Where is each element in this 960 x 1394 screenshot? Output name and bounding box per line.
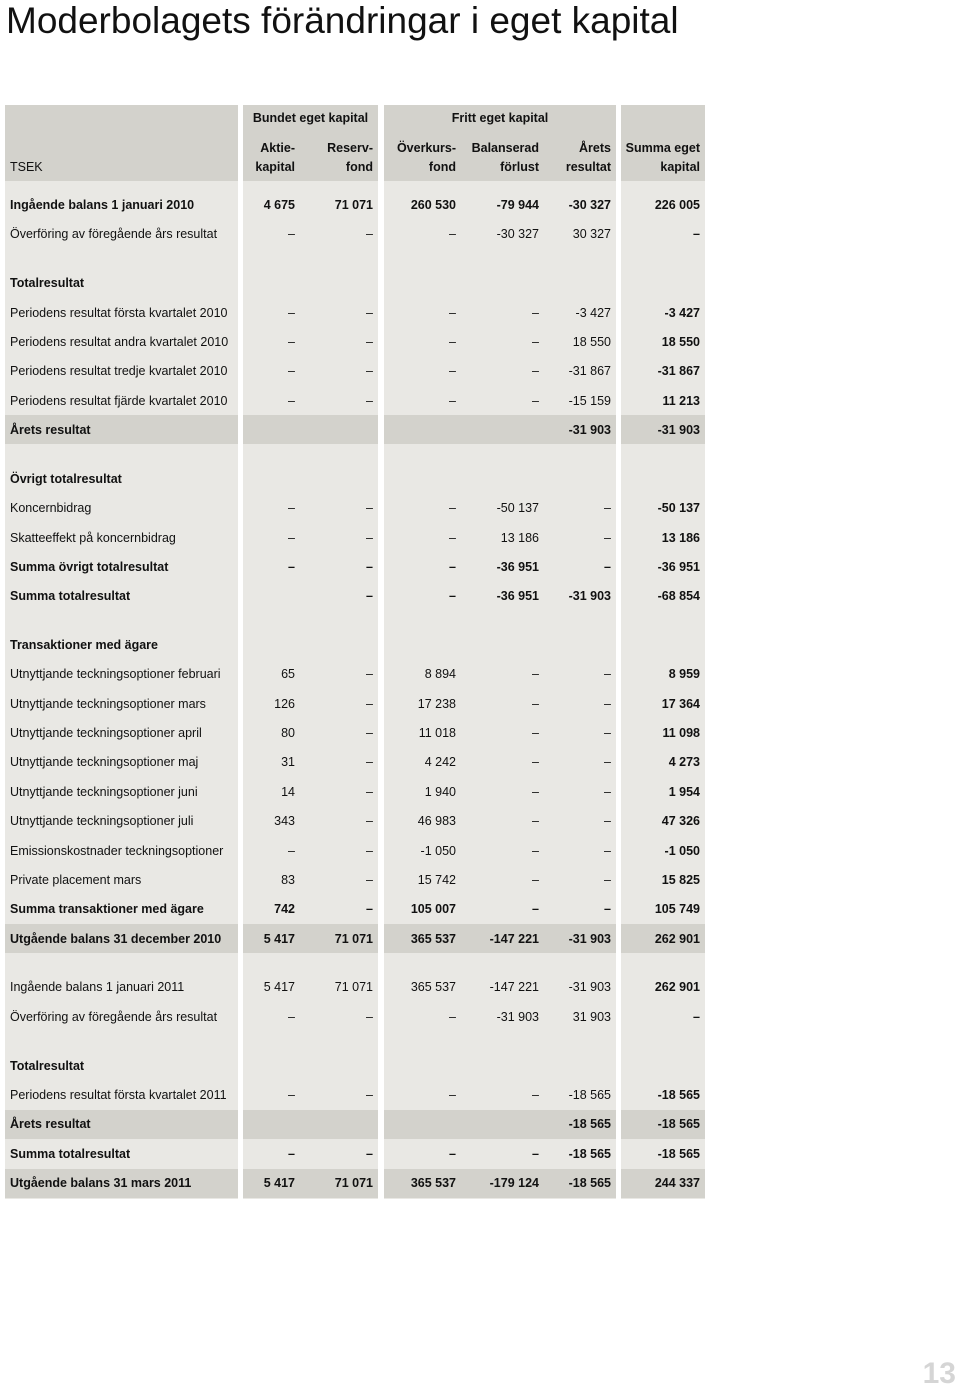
table-cell: 4 273 xyxy=(668,755,700,770)
bundet-column-bg xyxy=(243,105,378,1199)
table-cell: – xyxy=(366,843,373,858)
table-cell: – xyxy=(532,814,539,829)
table-cell: -18 565 xyxy=(568,1176,611,1190)
table-cell: – xyxy=(366,501,373,516)
table-cell: 8 894 xyxy=(424,667,456,682)
table-cell: -18 565 xyxy=(568,1087,611,1102)
row-label: Koncernbidrag xyxy=(10,501,92,516)
section-heading: Totalresultat xyxy=(10,276,85,291)
table-cell: – xyxy=(532,843,539,858)
table-cell: – xyxy=(288,843,295,858)
unit-label: TSEK xyxy=(10,160,43,174)
table-cell: – xyxy=(604,696,611,711)
row-label: Periodens resultat första kvartalet 2011 xyxy=(10,1087,227,1102)
table-cell: -1 050 xyxy=(420,843,456,858)
table-cell: – xyxy=(366,1087,373,1102)
table-cell: – xyxy=(604,501,611,516)
table-cell: -31 903 xyxy=(568,589,611,604)
row-highlight-band xyxy=(243,1110,378,1139)
table-cell: – xyxy=(366,1146,373,1161)
table-cell: – xyxy=(532,667,539,682)
table-cell: 47 326 xyxy=(661,814,700,829)
table-cell: -31 867 xyxy=(568,364,611,379)
row-label: Utnyttjande teckningsoptioner juni xyxy=(10,784,198,799)
table-cell: – xyxy=(532,1087,539,1102)
table-cell: 18 550 xyxy=(572,334,611,349)
table-cell: – xyxy=(366,667,373,682)
table-cell: – xyxy=(449,393,456,408)
table-cell: – xyxy=(288,227,295,242)
table-cell: – xyxy=(366,393,373,408)
table-cell: – xyxy=(693,1009,700,1024)
table-cell: 742 xyxy=(274,902,295,917)
table-cell: 5 417 xyxy=(263,980,295,995)
table-cell: 1 954 xyxy=(668,784,700,799)
table-cell: – xyxy=(604,843,611,858)
table-cell: – xyxy=(532,696,539,711)
table-cell: 80 xyxy=(281,726,295,741)
column-header-reservfond: Reserv- fond xyxy=(327,141,373,174)
row-label: Utgående balans 31 december 2010 xyxy=(10,931,222,946)
table-cell: – xyxy=(449,1009,456,1024)
table-cell: 15 825 xyxy=(661,872,700,887)
table-cell: – xyxy=(366,784,373,799)
table-cell: -30 327 xyxy=(496,227,539,242)
table-cell: -18 565 xyxy=(568,1117,611,1132)
row-label: Utnyttjande teckningsoptioner april xyxy=(10,726,202,741)
table-cell: 343 xyxy=(274,814,295,829)
row-label: Emissionskostnader teckningsoptioner xyxy=(10,843,224,858)
table-cell: -31 903 xyxy=(657,422,700,437)
table-cell: – xyxy=(288,334,295,349)
table-cell: -36 951 xyxy=(657,559,700,574)
section-heading: Totalresultat xyxy=(10,1058,85,1073)
column-header-overkursfond: Överkurs- fond xyxy=(396,141,456,174)
table-cell: 71 071 xyxy=(334,931,373,946)
table-cell: – xyxy=(604,872,611,887)
table-cell: -3 427 xyxy=(575,305,611,320)
table-cell: 262 901 xyxy=(654,980,700,995)
table-cell: – xyxy=(532,1146,539,1161)
table-cell: 83 xyxy=(281,872,295,887)
row-label: Summa övrigt totalresultat xyxy=(10,559,169,574)
row-label: Utnyttjande teckningsoptioner mars xyxy=(10,696,206,711)
table-cell: – xyxy=(288,305,295,320)
table-cell: 226 005 xyxy=(654,198,700,212)
row-label: Periodens resultat tredje kvartalet 2010 xyxy=(10,364,228,379)
table-cell: -50 137 xyxy=(657,501,700,516)
table-cell: 365 537 xyxy=(410,931,456,946)
table-cell: 13 186 xyxy=(500,530,539,545)
table-cell: – xyxy=(366,305,373,320)
table-cell: – xyxy=(604,726,611,741)
table-cell: – xyxy=(288,393,295,408)
table-cell: – xyxy=(366,589,373,604)
table-cell: – xyxy=(604,784,611,799)
table-cell: – xyxy=(532,305,539,320)
table-cell: – xyxy=(604,667,611,682)
table-cell: – xyxy=(532,393,539,408)
table-cell: -15 159 xyxy=(568,393,611,408)
row-label: Ingående balans 1 januari 2011 xyxy=(10,980,185,995)
table-cell: 105 007 xyxy=(410,902,456,917)
table-cell: 105 749 xyxy=(654,902,700,917)
table-cell: -79 944 xyxy=(496,198,539,212)
table-cell: -147 221 xyxy=(489,931,539,946)
table-cell: 4 242 xyxy=(424,755,456,770)
table-cell: -1 050 xyxy=(664,843,700,858)
table-cell: 365 537 xyxy=(410,1176,456,1190)
table-cell: – xyxy=(449,1087,456,1102)
table-cell: – xyxy=(366,872,373,887)
table-cell: – xyxy=(604,530,611,545)
row-label: Årets resultat xyxy=(10,422,91,437)
table-cell: 71 071 xyxy=(334,198,373,212)
table-cell: 262 901 xyxy=(654,931,700,946)
table-cell: 8 959 xyxy=(668,667,700,682)
table-cell: -18 565 xyxy=(568,1146,611,1161)
table-cell: – xyxy=(532,364,539,379)
row-label: Periodens resultat andra kvartalet 2010 xyxy=(10,334,229,349)
row-label: Utnyttjande teckningsoptioner juli xyxy=(10,814,194,829)
table-cell: 11 018 xyxy=(418,726,456,741)
table-cell: – xyxy=(366,1009,373,1024)
section-heading: Övrigt totalresultat xyxy=(10,471,122,486)
table-cell: 71 071 xyxy=(334,1176,373,1190)
table-cell: – xyxy=(366,364,373,379)
row-label: Utgående balans 31 mars 2011 xyxy=(10,1176,192,1190)
section-heading: Transaktioner med ägare xyxy=(10,638,158,653)
table-cell: – xyxy=(366,559,373,574)
table-cell: – xyxy=(532,872,539,887)
table-cell: 11 098 xyxy=(662,726,700,741)
table-cell: – xyxy=(366,696,373,711)
table-cell: -18 565 xyxy=(657,1087,700,1102)
row-label: Summa totalresultat xyxy=(10,1146,131,1161)
table-cell: -36 951 xyxy=(496,559,539,574)
table-cell: -30 327 xyxy=(568,198,611,212)
table-cell: – xyxy=(693,227,700,242)
group-header-bundet: Bundet eget kapital xyxy=(252,111,369,125)
table-cell: 18 550 xyxy=(661,334,700,349)
table-cell: – xyxy=(366,530,373,545)
table-cell: -50 137 xyxy=(496,501,539,516)
group-header-fritt: Fritt eget kapital xyxy=(451,111,549,125)
table-cell: 4 675 xyxy=(263,198,295,212)
column-header-arets-resultat: Årets resultat xyxy=(565,141,611,174)
row-label: Private placement mars xyxy=(10,872,142,887)
table-cell: – xyxy=(449,530,456,545)
table-cell: – xyxy=(366,726,373,741)
table-cell: 15 742 xyxy=(417,872,456,887)
table-cell: – xyxy=(532,334,539,349)
table-cell: – xyxy=(449,559,456,574)
table-cell: – xyxy=(288,1146,295,1161)
table-cell: – xyxy=(288,530,295,545)
row-label: Periodens resultat första kvartalet 2010 xyxy=(10,305,228,320)
table-cell: 5 417 xyxy=(263,931,295,946)
table-cell: – xyxy=(532,784,539,799)
row-label: Utnyttjande teckningsoptioner maj xyxy=(10,755,199,770)
column-header-summa-eget-kapital: Summa eget kapital xyxy=(625,141,700,174)
table-cell: – xyxy=(449,589,456,604)
fritt-column-bg xyxy=(384,105,616,1199)
table-cell: – xyxy=(604,902,611,917)
table-cell: -68 854 xyxy=(657,589,700,604)
row-label: Utnyttjande teckningsoptioner februari xyxy=(10,667,221,682)
table-cell: 46 983 xyxy=(417,814,456,829)
table-cell: – xyxy=(449,501,456,516)
page-title: Moderbolagets förändringar i eget kapital xyxy=(6,0,679,41)
table-cell: – xyxy=(449,334,456,349)
row-label: Periodens resultat fjärde kvartalet 2010 xyxy=(10,393,228,408)
table-cell: – xyxy=(288,1087,295,1102)
table-cell: -31 867 xyxy=(657,364,700,379)
row-label: Överföring av föregående års resultat xyxy=(10,227,218,242)
row-label: Skatteeffekt på koncernbidrag xyxy=(10,530,176,545)
row-highlight-band xyxy=(243,415,378,444)
table-cell: 31 xyxy=(281,755,295,770)
table-cell: – xyxy=(449,364,456,379)
table-cell: 30 327 xyxy=(572,227,611,242)
table-cell: -3 427 xyxy=(664,305,700,320)
table-cell: – xyxy=(366,334,373,349)
table-cell: – xyxy=(604,755,611,770)
table-cell: -18 565 xyxy=(657,1117,700,1132)
table-cell: 17 364 xyxy=(661,696,700,711)
row-label: Ingående balans 1 januari 2010 xyxy=(10,198,195,212)
table-cell: – xyxy=(449,305,456,320)
table-cell: – xyxy=(366,902,373,917)
table-cell: 71 071 xyxy=(334,980,373,995)
table-cell: – xyxy=(449,227,456,242)
row-label: Summa transaktioner med ägare xyxy=(10,902,204,917)
table-cell: 11 213 xyxy=(662,393,700,408)
row-label: Överföring av föregående års resultat xyxy=(10,1009,218,1024)
table-cell: – xyxy=(366,227,373,242)
table-cell: – xyxy=(532,726,539,741)
table-cell: 365 537 xyxy=(410,980,456,995)
summa-column-bg xyxy=(621,105,705,1199)
column-header-aktiekapital: Aktie- kapital xyxy=(255,141,295,174)
table-cell: -147 221 xyxy=(489,980,539,995)
table-cell: 65 xyxy=(281,667,295,682)
table-cell: 14 xyxy=(281,784,295,799)
table-cell: – xyxy=(532,902,539,917)
table-cell: – xyxy=(366,814,373,829)
table-cell: – xyxy=(449,1146,456,1161)
table-cell: 31 903 xyxy=(572,1009,611,1024)
table-cell: 13 186 xyxy=(661,530,700,545)
table-cell: 17 238 xyxy=(417,696,456,711)
table-cell: -36 951 xyxy=(496,589,539,604)
row-label: Summa totalresultat xyxy=(10,589,131,604)
table-cell: 126 xyxy=(274,696,295,711)
table-cell: 244 337 xyxy=(654,1176,700,1190)
table-cell: -31 903 xyxy=(496,1009,539,1024)
row-label: Årets resultat xyxy=(10,1117,91,1132)
table-cell: 5 417 xyxy=(263,1176,295,1190)
column-header-balanserad-forlust: Balanserad förlust xyxy=(471,141,539,174)
table-cell: -18 565 xyxy=(657,1146,700,1161)
table-cell: – xyxy=(288,501,295,516)
table-cell: – xyxy=(366,755,373,770)
page-number: 13 xyxy=(922,1357,956,1390)
table-cell: -31 903 xyxy=(568,980,611,995)
table-cell: – xyxy=(288,364,295,379)
table-cell: -31 903 xyxy=(568,931,611,946)
table-cell: – xyxy=(288,1009,295,1024)
table-cell: -179 124 xyxy=(489,1176,539,1190)
table-cell: – xyxy=(288,559,295,574)
table-cell: 1 940 xyxy=(424,784,456,799)
table-cell: – xyxy=(604,814,611,829)
table-cell: – xyxy=(604,559,611,574)
table-cell: 260 530 xyxy=(410,198,456,212)
table-cell: -31 903 xyxy=(568,422,611,437)
table-cell: – xyxy=(532,755,539,770)
